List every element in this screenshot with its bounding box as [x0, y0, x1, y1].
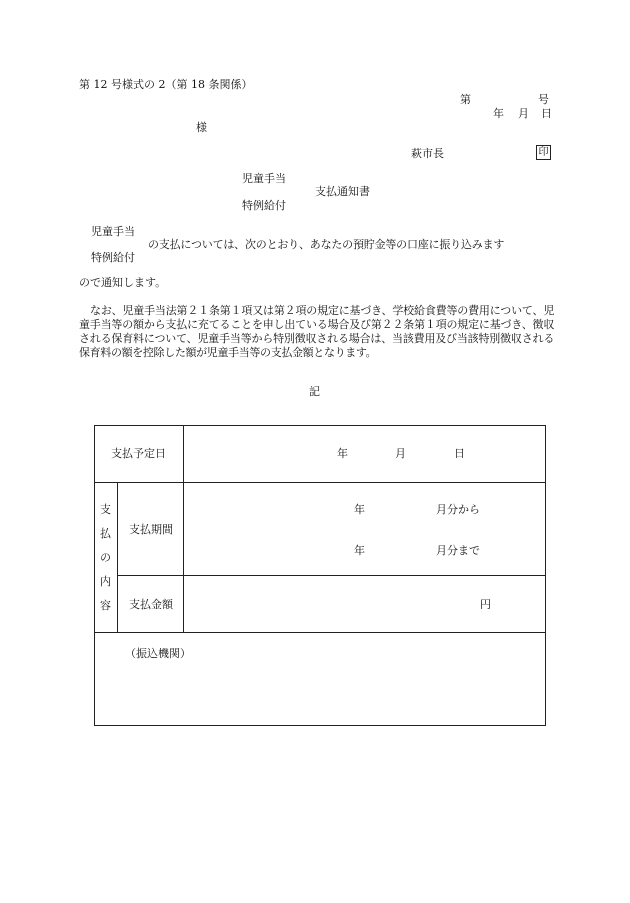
seal-mark: 印	[536, 145, 551, 160]
doc-number-prefix: 第	[460, 93, 471, 106]
intro-type-special-benefit: 特例給付	[91, 251, 135, 264]
date-month: 月	[518, 107, 529, 120]
content-label-char: 内	[100, 575, 111, 588]
title-line-payment-notice: 支払通知書	[315, 185, 370, 198]
issuer-name: 萩市長	[411, 147, 444, 160]
notice-paragraph: なお、児童手当法第２１条第１項又は第２項の規定に基づき、学校給食費等の費用について、児童手当等の額から支払に充てることを申し出ている場合及び第２２条第１項の規定に基づき、徴収される保育料について、児童手当等から特別徴収される場合は、当該費用及び当該特別徴収される保育料の額を控除した額が児童手当等の支払金額となります。	[79, 304, 554, 359]
period-from-suffix: 月分から	[436, 503, 480, 516]
pay-date-month: 月	[395, 447, 406, 460]
table-content-divider	[117, 482, 118, 632]
content-label-char: の	[100, 551, 111, 564]
pay-date-year: 年	[337, 447, 348, 460]
bank-label: （振込機関）	[125, 647, 191, 660]
doc-number-suffix: 号	[538, 93, 549, 106]
form-title: 第 12 号様式の 2（第 18 条関係）	[79, 78, 253, 91]
period-label: 支払期間	[129, 523, 173, 536]
content-label-char: 払	[100, 527, 111, 540]
intro-text: の支払については、次のとおり、あなたの預貯金等の口座に振り込みます	[148, 238, 505, 251]
period-from-year: 年	[354, 503, 365, 516]
table-line-after-amount	[94, 632, 546, 633]
content-label-char: 容	[100, 599, 111, 612]
date-year: 年	[493, 107, 504, 120]
pay-date-label: 支払予定日	[111, 447, 166, 460]
date-day: 日	[541, 107, 552, 120]
amount-unit: 円	[480, 598, 491, 611]
intro-type-child-allowance: 児童手当	[91, 225, 135, 238]
title-line-special-benefit: 特例給付	[242, 199, 286, 212]
table-label-divider	[183, 425, 184, 632]
period-to-suffix: 月分まで	[436, 544, 480, 557]
period-to-year: 年	[354, 544, 365, 557]
addressee-suffix: 様	[196, 121, 207, 134]
intro-text-end: ので通知します。	[79, 276, 167, 289]
amount-label: 支払金額	[129, 598, 173, 611]
title-line-child-allowance: 児童手当	[242, 172, 286, 185]
pay-date-day: 日	[454, 447, 465, 460]
table-line-after-pay-date	[94, 482, 546, 483]
content-label-char: 支	[100, 503, 111, 516]
ki-heading: 記	[309, 385, 320, 398]
